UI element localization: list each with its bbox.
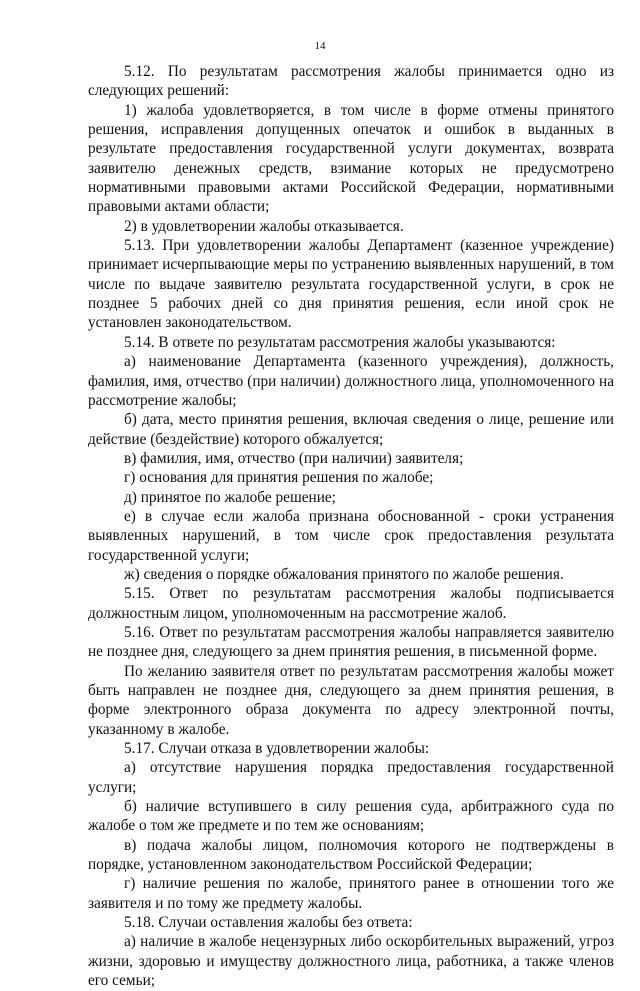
paragraph-5-14-item-d: д) принятое по жалобе решение; <box>124 488 336 506</box>
paragraph-5-16: 5.16. Ответ по результатам рассмотрения жалобы направляется заявителю не позднее дня, следующего за днем принятия решения, в письменной форме. <box>88 623 614 661</box>
paragraph-5-16-email: По желанию заявителя ответ по результатам рассмотрения жалобы может быть направлен не позднее дня, следующего за днем принятия решения, в форме электронного образа документа по адресу электронной почты, указанному в жалобе. <box>88 662 614 738</box>
paragraph-5-12-item-1: 1) жалоба удовлетворяется, в том числе в форме отмены принятого решения, исправления допущенных опечаток и ошибок в выданных в результате предоставления государственной услуги документах, возврата заявителю денежных средств, взимание которых не предусмотрено нормативными правовыми актами Российской Федерации, нормативными правовыми актами области; <box>88 101 614 216</box>
paragraph-5-14-item-e: е) в случае если жалоба признана обоснованной - сроки устранения выявленных нарушений, в том числе срок предоставления результата государственной услуги; <box>88 507 614 564</box>
paragraph-5-17: 5.17. Случаи отказа в удовлетворении жалобы: <box>124 740 430 758</box>
paragraph-5-17-item-b: б) наличие вступившего в силу решения суда, арбитражного суда по жалобе о том же предмете и по тем же основаниям; <box>88 798 614 835</box>
document-body <box>88 62 614 991</box>
paragraph-5-14-item-a: а) наименование Департамента (казенного учреждения), должность, фамилия, имя, отчество (при наличии) должностного лица, уполномоченного на рассмотрение жалобы; <box>88 353 614 409</box>
paragraph-5-15: 5.15. Ответ по результатам рассмотрения жалобы подписывается должностным лицом, уполномоченным на рассмотрение жалоб. <box>88 585 614 622</box>
paragraph-5-18: 5.18. Случаи оставления жалобы без ответа: <box>124 914 413 932</box>
paragraph-5-12-item-2: 2) в удовлетворении жалобы отказывается. <box>124 217 404 235</box>
paragraph-5-12: 5.12. По результатам рассмотрения жалобы принимается одно из следующих решений: <box>88 63 614 100</box>
paragraph-5-14: 5.14. В ответе по результатам рассмотрения жалобы указываются: <box>124 333 556 351</box>
paragraph-5-17-item-g: г) наличие решения по жалобе, принятого ранее в отношении того же заявителя и по тому же предмету жалобы. <box>88 875 614 912</box>
paragraph-5-14-item-b: б) дата, место принятия решения, включая сведения о лице, решение или действие (бездействие) которого обжалуется; <box>88 411 614 448</box>
paragraph-5-14-item-g: г) основания для принятия решения по жалобе; <box>124 469 434 487</box>
paragraph-5-17-item-v: в) подача жалобы лицом, полномочия которого не подтверждены в порядке, установленном законодательством Российской Федерации; <box>88 836 614 874</box>
paragraph-5-14-item-v: в) фамилия, имя, отчество (при наличии) заявителя; <box>124 449 464 467</box>
paragraph-5-14-item-zh: ж) сведения о порядке обжалования принятого по жалобе решения. <box>124 565 564 583</box>
paragraph-5-17-item-a: а) отсутствие нарушения порядка предоставления государственной услуги; <box>88 759 614 796</box>
paragraph-5-18-item-a: а) наличие в жалобе нецензурных либо оскорбительных выражений, угроз жизни, здоровью и имуществу должностного лица, работника, а также членов его семьи; <box>88 933 614 990</box>
page-number: 14 <box>314 40 326 52</box>
paragraph-5-13: 5.13. При удовлетворении жалобы Департамент (казенное учреждение) принимает исчерпывающие меры по устранению выявленных нарушений, в том числе по выдаче заявителю результата государственной услуги, в срок не позднее 5 рабочих дней со дня принятия решения, если иной срок не установлен законодательством. <box>88 237 614 332</box>
